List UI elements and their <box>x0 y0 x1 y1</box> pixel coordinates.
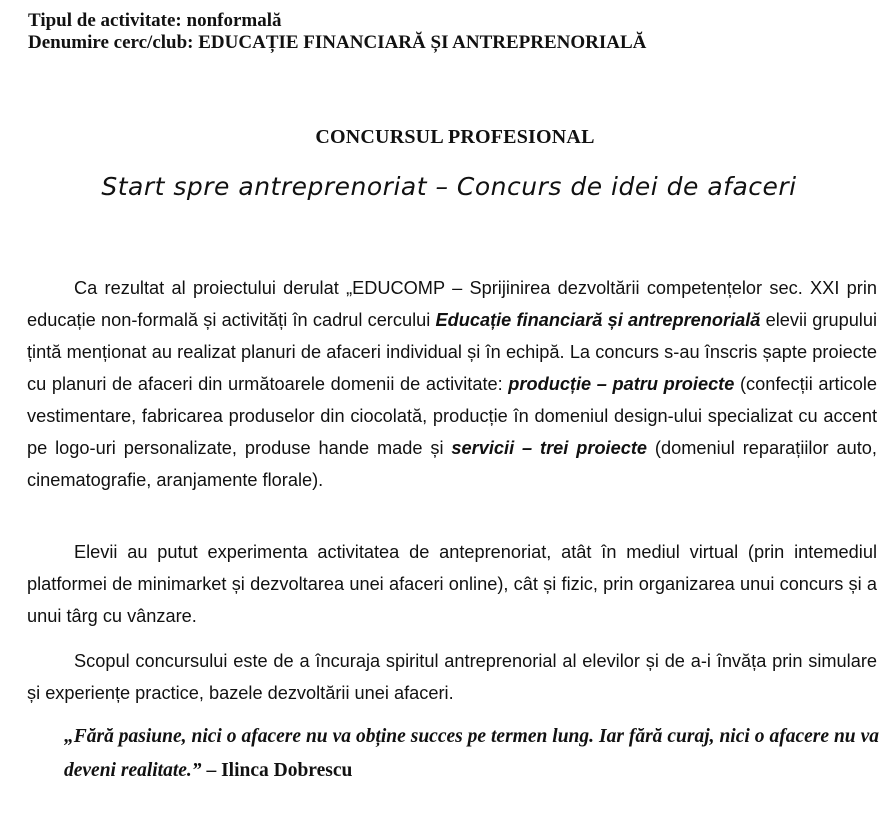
document-subtitle: Start spre antreprenoriat – Concurs de idei de afaceri <box>101 172 797 201</box>
paragraph-purpose: Scopul concursului este de a încuraja spiritul antreprenorial al elevilor și de a-i învăța prin simulare și experiențe practice, bazele dezvoltării unei afaceri. <box>27 651 877 703</box>
club-name-line: Denumire cerc/club: EDUCAȚIE FINANCIARĂ ȘI ANTREPRENORIALĂ <box>28 32 647 53</box>
quote-author: – Ilinca Dobrescu <box>201 760 353 781</box>
paragraph-experience: Elevii au putut experimenta activitatea de anteprenoriat, atât în mediul virtual (prin intemediul platformei de minimarket și dezvoltarea unei afaceri online), cât și fizic, prin organizarea unui concurs și a unui târg cu vânzare. <box>27 542 877 626</box>
club-name-emphasis: Educație financiară și antreprenorială <box>435 310 761 330</box>
document-title: CONCURSUL PROFESIONAL <box>315 126 595 148</box>
paragraph-text: (domeniul reparațiilor auto, cinematografie, aranjamente florale). <box>27 438 877 490</box>
closing-quote <box>64 720 879 788</box>
production-projects-emphasis: producție – patru proiecte <box>508 374 735 394</box>
paragraph-text: (confecții articole vestimentare, fabricarea produselor din ciocolată, producție în domeniul design-ului specializat cu accent pe logo-uri personalizate, produse hande made și <box>27 374 878 458</box>
paragraph-results <box>27 272 877 496</box>
paragraph-text: Ca rezultat al proiectului derulat „EDUCOMP – Sprijinirea dezvoltării competențelor sec. XXI prin educație non-formală și activități în cadrul cercului <box>27 278 877 330</box>
paragraph-text: elevii grupului țintă menționat au realizat planuri de afaceri individual și în echipă. La concurs s-au înscris șapte proiecte cu planuri de afaceri din următoarele domenii de activitate: <box>27 310 877 394</box>
quote-text: „Fără pasiune, nici o afacere nu va obține succes pe termen lung. Iar fără curaj, nici o afacere nu va deveni realitate.” <box>64 726 879 781</box>
services-projects-emphasis: servicii – trei proiecte <box>451 438 648 458</box>
activity-type-line: Tipul de activitate: nonformală <box>28 10 282 31</box>
document-header <box>28 10 646 54</box>
